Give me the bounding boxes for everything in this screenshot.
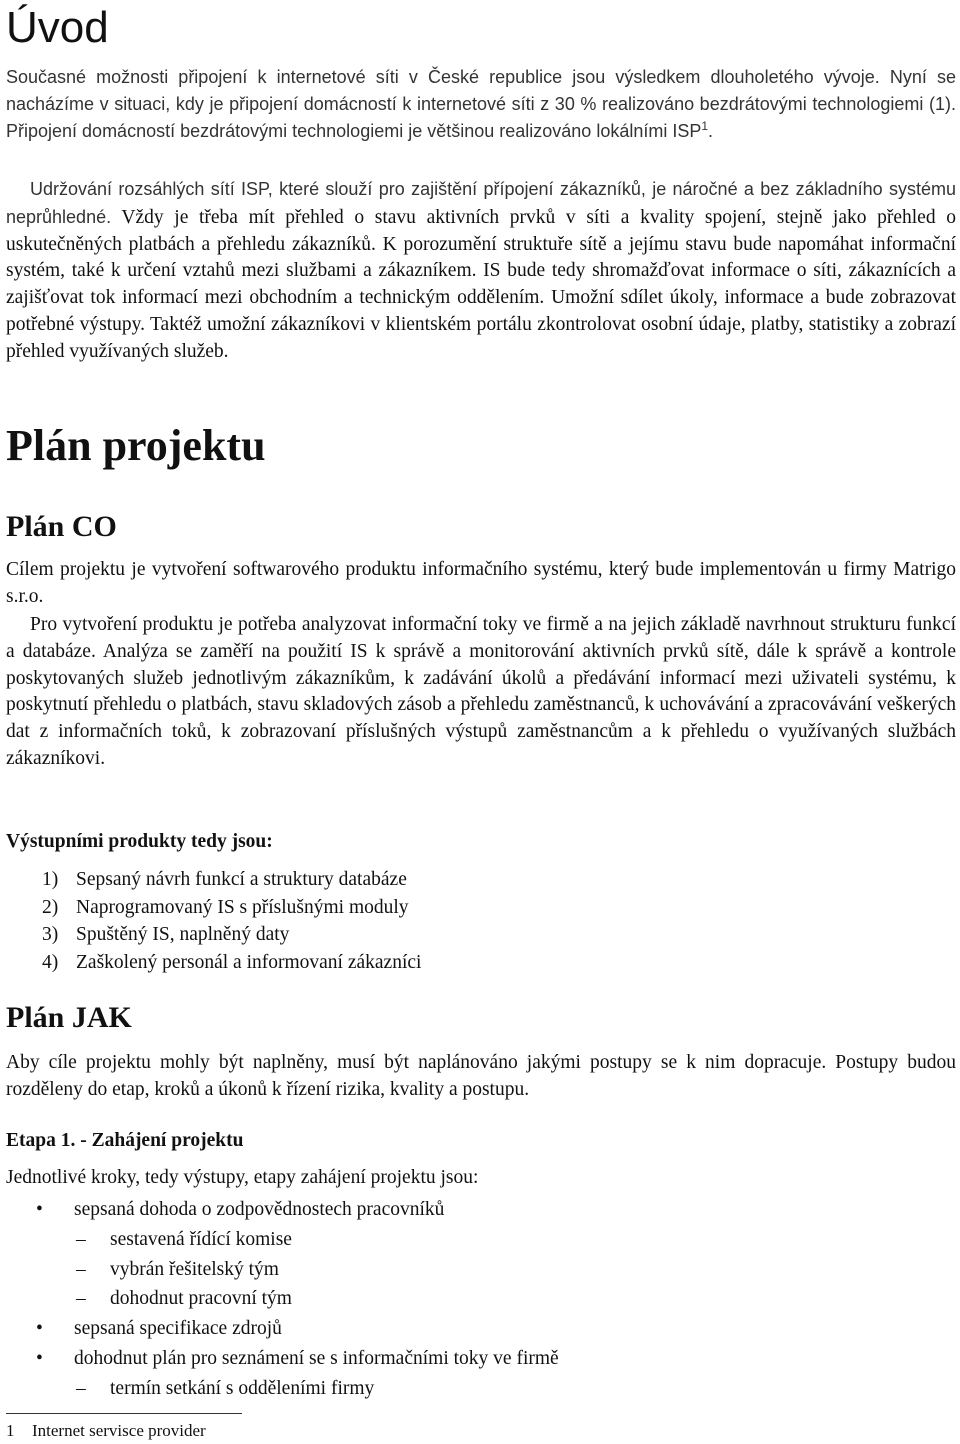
list-item: 3) Spuštěný IS, naplněný daty xyxy=(42,924,290,945)
bullet-icon: • xyxy=(36,1199,43,1220)
footnote: 1 Internet servisce provider xyxy=(6,1421,206,1440)
bullet-icon: • xyxy=(36,1347,43,1369)
heading-plan-co: Plán CO xyxy=(6,510,117,543)
list-item: 4) Zaškolený personál a informovaní zákazníci xyxy=(42,951,422,973)
list-item: – dohodnut pracovní tým xyxy=(6,1284,559,1314)
uvod-paragraph-1: Současné možnosti připojení k internetové síti v České republice jsou výsledkem dlouholetého vývoje. Nyní se nacházíme v situaci, kdy je připojení domácností k internetové síti z 30 % realizováno bezdrátovými technologiemi (1). Připojení domácností bezdrátovými technologiemi je většinou realizováno lokálními ISP$^1$. xyxy=(6,67,956,141)
footnote-ref: 1 xyxy=(701,118,709,133)
dash-icon: – xyxy=(76,1228,86,1250)
dash-icon: – xyxy=(76,1288,86,1310)
list-item: • sepsaná dohoda o zodpovědnostech pracovníků xyxy=(6,1195,559,1225)
list-item: – sestavená řídící komise xyxy=(6,1225,559,1255)
etapa1-list xyxy=(6,1195,559,1404)
dash-icon: – xyxy=(76,1258,86,1280)
uvod-paragraph-2-rest: Vždy je třeba mít přehled o stavu aktivních prvků v síti a kvality spojení, stejně jako přehled o uskutečněných platbách a přehledu zákazníků. K porozumění struktuře sítě a jejímu stavu bude napomáhat informační systém, také k určení vztahů mezi službami a zákazníkem. IS bude tedy shromažďovat informace o síti, zákaznících a zajišťovat tok informací mezi obchodním a technickým oddělením. Umožní sdílet úkoly, informace a bude zobrazovat potřebné výstupy. Taktéž umožní zákazníkovi v klientském portálu zkontrolovat osobní údaje, platby, statistiky a zobrazí přehled využívaných služeb. xyxy=(6,206,956,362)
plan-jak-paragraph: Aby cíle projektu mohly být naplněny, musí být naplánováno jakými postupy se k nim dopracuje. Postupy budou rozděleny do etap, kroků a úkonů k řízení rizika, kvality a postupu. xyxy=(6,1052,956,1100)
uvod-paragraph-1-text: Současné možnosti připojení k internetové síti v České republice jsou výsledkem dlouholetého vývoje. Nyní se nacházíme v situaci, kdy je připojení domácností k internetové síti z 30 % realizováno bezdrátovými technologiemi (1). Připojení domácností bezdrátovými technologiemi je většinou realizováno lokálními ISP xyxy=(6,67,956,141)
list-item: 1) Sepsaný návrh funkcí a struktury databáze xyxy=(42,869,407,890)
heading-plan-jak: Plán JAK xyxy=(6,1001,132,1034)
plan-co-paragraph-1: Cílem projektu je vytvoření softwarového produktu informačního systému, který bude implementován u firmy Matrigo s.r.o. xyxy=(6,559,956,607)
uvod-paragraph-2 xyxy=(6,176,956,366)
outputs-list xyxy=(42,866,421,976)
list-item: – vybrán řešitelský tým xyxy=(6,1255,559,1285)
etapa1-heading: Etapa 1. - Zahájení projektu xyxy=(6,1130,244,1151)
outputs-heading: Výstupními produkty tedy jsou: xyxy=(6,831,273,852)
list-item: 2) Naprogramovaný IS s příslušnými moduly xyxy=(42,896,409,918)
list-item: • sepsaná specifikace zdrojů xyxy=(6,1314,559,1344)
etapa1-intro: Jednotlivé kroky, tedy výstupy, etapy zahájení projektu jsou: xyxy=(6,1167,479,1188)
footnote-divider xyxy=(6,1413,242,1414)
plan-co-paragraph-2: Pro vytvoření produktu je potřeba analyzovat informační toky ve firmě a na jejich základě navrhnout strukturu funkcí a databáze. Analýza se zaměří na použití IS k správě a monitorování aktivních prvků sítě, dále k správě a kontrole poskytovaných služeb jednotlivým zákazníkům, k zadávání úkolů a předávání informací mezi uživateli systému, k poskytnutí přehledu o platbách, stavu skladových zásob a přehledu zaměstnanců, k uchovávání a zpracovávání veškerých dat z informačních toků, k zobrazovaní příslušných výstupů zaměstnancům a k přehledu o využívaných službách zákazníkovi. xyxy=(6,614,956,769)
list-item: • dohodnut plán pro seznámení se s informačními toky ve firmě xyxy=(6,1344,559,1374)
heading-uvod: Úvod xyxy=(6,3,109,52)
bullet-icon: • xyxy=(36,1318,43,1340)
dash-icon: – xyxy=(76,1377,86,1399)
uvod-paragraph-2-sans: Udržování rozsáhlých sítí ISP, které slouží pro zajištění přípojení zákazníků, je náročné a bez základního systému neprůhledné. xyxy=(6,179,956,227)
heading-plan-projektu: Plán projektu xyxy=(6,421,266,470)
list-item: – termín setkání s odděleními firmy xyxy=(6,1374,559,1404)
